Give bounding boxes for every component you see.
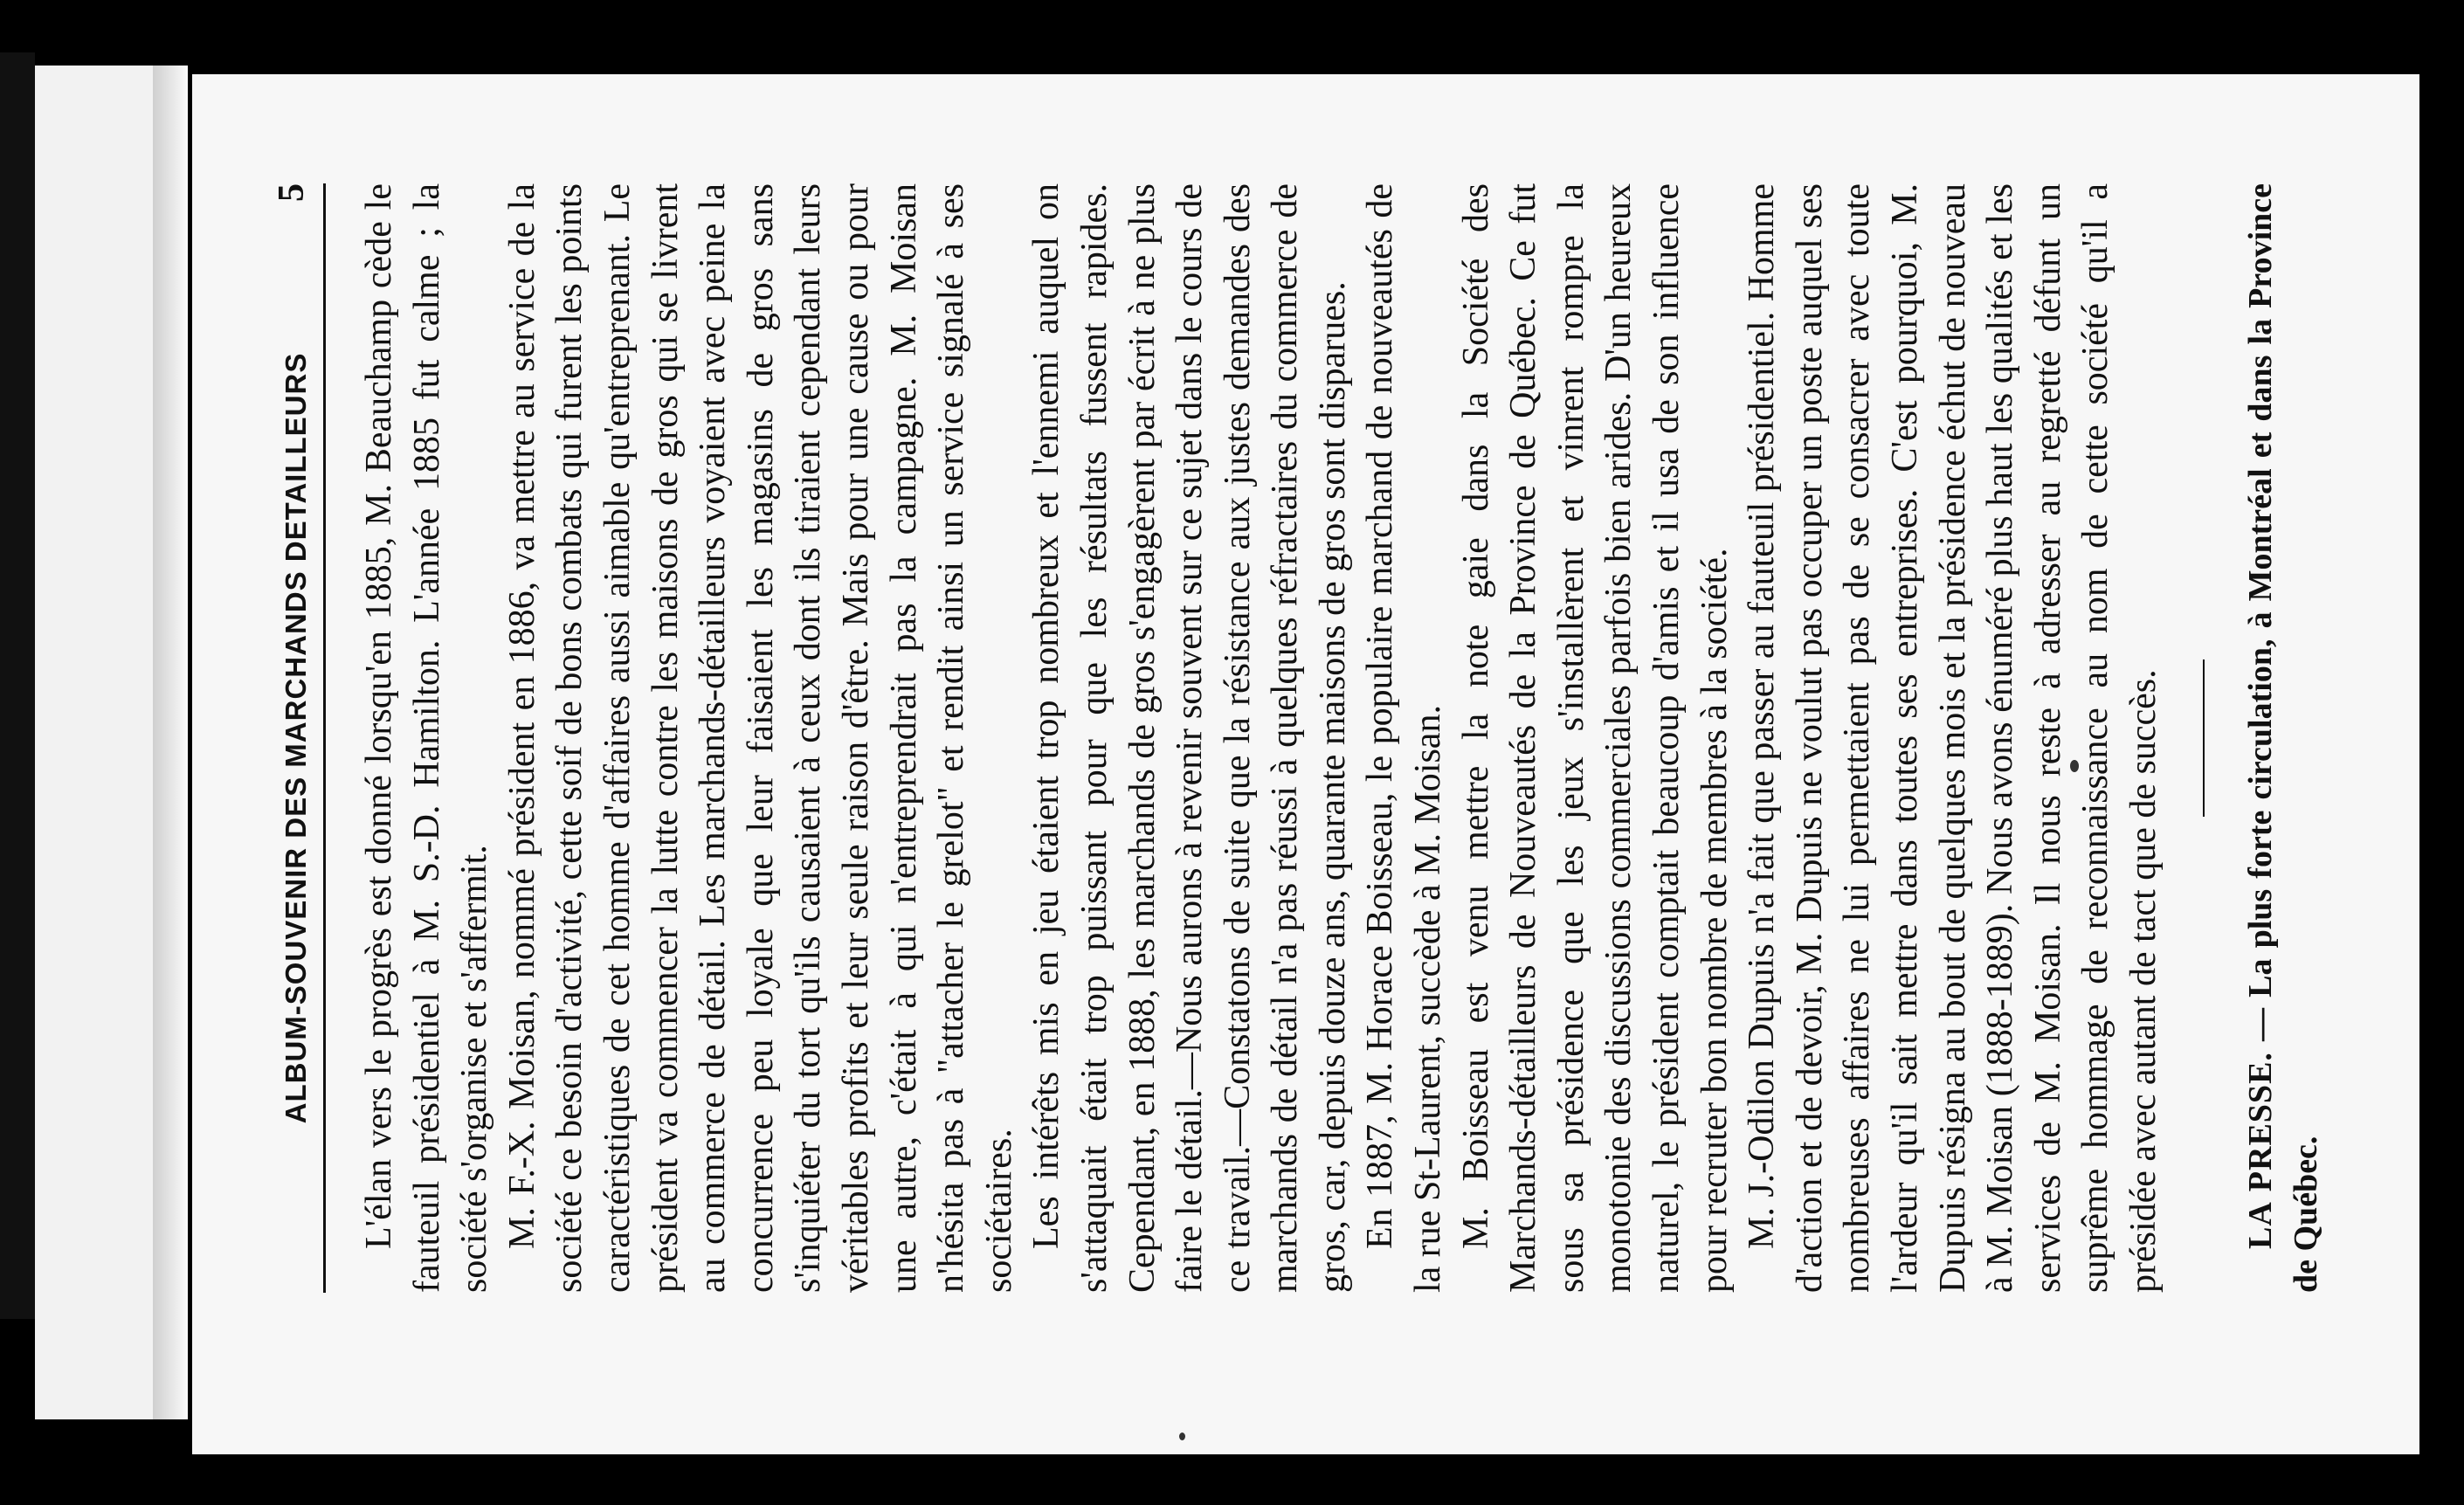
footer-text: — La plus forte circulation, à Montréal et dans la Province de Québec.: [2241, 183, 2324, 1293]
print-speck: [1179, 1433, 1185, 1440]
footer-advertisement: [2238, 183, 2329, 1293]
page-gutter: [153, 66, 188, 1419]
rotated-text-block: [271, 183, 2324, 1293]
paragraph: Les intérêts mis en jeu étaient trop nombreux et l'ennemi auquel on s'attaquait était trop puissant pour que les résultats fussent rapides. Cependant, en 1888, les marchands de gros s'engagèrent par écrit à ne plus faire le détail.—Nous aurons à revenir souvent sur ce sujet dans le cours de ce travail.—Constatons de suite que la résistance aux justes demandes des marchands de détail n'a pas réussi à quelques réfractaires du commerce de gros, car, depuis douze ans, quarante maisons de gros sont disparues.: [1026, 183, 1353, 1293]
running-header: [271, 183, 326, 1293]
book-spine: [0, 52, 35, 1319]
page-number: 5: [272, 183, 312, 202]
paragraph: M. F.-X. Moisan, nommé président en 1886, va mettre au service de la société ce besoin d'activité, cette soif de bons combats qui furent les points caractéristiques de cet homme d'affaires aussi aimable qu'entreprenant. Le président va commencer la lutte contre les maisons de gros qui se livrent au commerce de détail. Les marchands-détailleurs voyaient avec peine la concurrence peu loyale que leur faisaient les magasins de gros sans s'inquiéter du tort qu'ils causaient à ceux dont ils tiraient cependant leurs véritables profits et leur seule raison d'être. Mais pour une cause ou pour une autre, c'était à qui n'entreprendrait pas la campagne. M. Moisan n'hésita pas à "attacher le grelot" et rendit ainsi un service signalé à ses sociétaires.: [501, 183, 1019, 1293]
paragraph: L'élan vers le progrès est donné lorsqu'en 1885, M. Beauchamp cède le fauteuil présidentiel à M. S.-D. Hamilton. L'année 1885 fut calme ; la société s'organise et s'affermit.: [359, 183, 495, 1293]
separator-rule: [2203, 659, 2205, 817]
paragraph: M. Boisseau est venu mettre la note gaie dans la Société des Marchands-détailleurs de Nouveautés de la Province de Québec. Ce fut sous sa présidence que les jeux s'installèrent et vinrent rompre la monotonie des discussions commerciales parfois bien arides. D'un heureux naturel, le président comptait beaucoup d'amis et il usa de son influence pour recruter bon nombre de membres à la société.: [1455, 183, 1735, 1293]
paragraph: M. J.-Odilon Dupuis n'a fait que passer au fauteuil présidentiel. Homme d'action et de devoir, M. Dupuis ne voulut pas occuper un poste auquel ses nombreuses affaires ne lui permettaient pas de se consacrer avec toute l'ardeur qu'il sait mettre dans toutes ses entreprises. C'est pourquoi, M. Dupuis résigna au bout de quelques mois et la présidence échut de nouveau à M. Moisan (1888-1889). Nous avons énuméré plus haut les qualités et les services de M. Moisan. Il nous reste à adresser au regretté défunt un suprême hommage de reconnaissance au nom de cette société qu'il a présidée avec autant de tact que de succès.: [1742, 183, 2164, 1293]
footer-label: LA PRESSE.: [2241, 1052, 2279, 1249]
paragraph: En 1887, M. Horace Boisseau, le populaire marchand de nouveautés de la rue St-Laurent, succède à M. Moisan.: [1360, 183, 1449, 1293]
header-title: ALBUM-SOUVENIR DES MARCHANDS DETAILLEURS: [280, 352, 312, 1124]
